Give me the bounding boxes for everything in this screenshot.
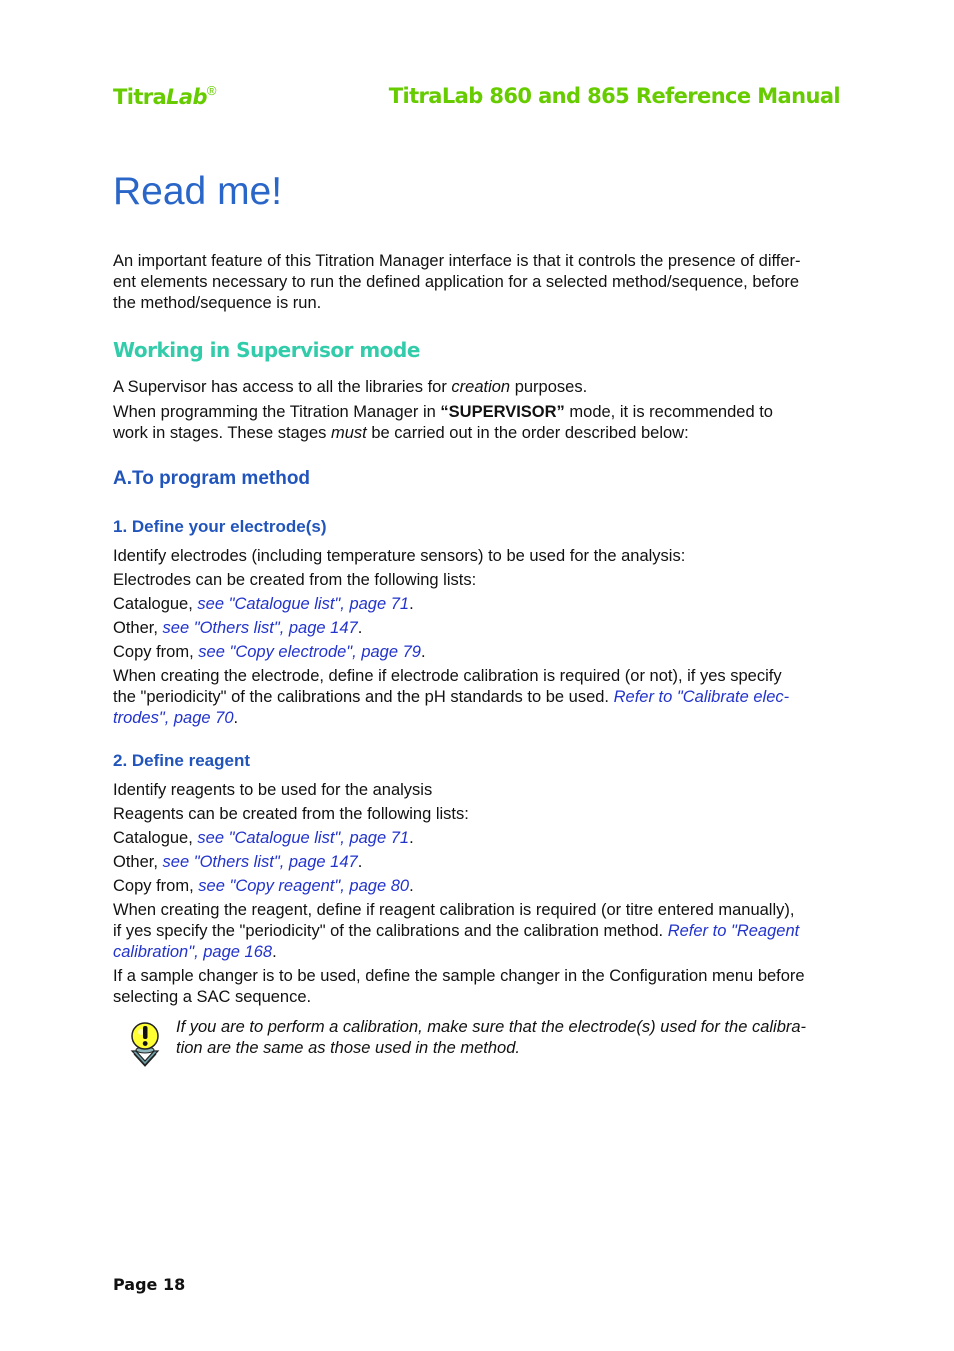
- warning-exclamation-icon: [128, 1021, 162, 1067]
- reagent-catalogue-line: Catalogue, see "Catalogue list", page 71.: [113, 829, 414, 847]
- electrode-paragraph-1: Identify electrodes (including temperature sensors) to be used for the analysis:: [113, 547, 686, 565]
- brand-suffix: Lab: [166, 85, 207, 109]
- link-reagent-calibration[interactable]: Refer to "Reagent: [667, 922, 800, 940]
- page-number: Page 18: [113, 1275, 186, 1294]
- reagent-other-line: Other, see "Others list", page 147.: [113, 853, 363, 871]
- brand-prefix: Titra: [113, 85, 167, 109]
- electrode-paragraph-3: When creating the electrode, define if electrode calibration is required (or not), if yes specify the "periodicity" of the calibrations and the pH standards to be used. Refer to "Calibrate elec- trodes", page 70.: [113, 667, 790, 727]
- link-others-list[interactable]: see "Others list", page 147: [162, 619, 358, 637]
- electrode-catalogue-line: Catalogue, see "Catalogue list", page 71.: [113, 595, 414, 613]
- reagent-paragraph-1: Identify reagents to be used for the analysis: [113, 781, 433, 799]
- electrode-paragraph-2: Electrodes can be created from the following lists:: [113, 571, 477, 589]
- calibration-note: If you are to perform a calibration, make sure that the electrode(s) used for the calibra- tion are the same as those used in the method.: [176, 1018, 807, 1057]
- reagent-copy-line: Copy from, see "Copy reagent", page 80.: [113, 877, 414, 895]
- link-others-list-reagent[interactable]: see "Others list", page 147: [162, 853, 358, 871]
- link-reagent-calibration-cont[interactable]: calibration", page 168: [113, 943, 273, 961]
- section-heading-supervisor: Working in Supervisor mode: [113, 338, 420, 362]
- section-heading-program-method: A.To program method: [113, 468, 311, 489]
- page-title: Read me!: [113, 170, 283, 213]
- reagent-paragraph-2: Reagents can be created from the following lists:: [113, 805, 469, 823]
- electrode-copy-line: Copy from, see "Copy electrode", page 79.: [113, 643, 426, 661]
- link-catalogue-list[interactable]: see "Catalogue list", page 71: [197, 595, 410, 613]
- intro-paragraph: An important feature of this Titration Manager interface is that it controls the presence of differ- ent elements necessary to run the defined application for a selected method/sequence, before the method/sequence is run.: [113, 252, 801, 312]
- manual-title: TitraLab 860 and 865 Reference Manual: [388, 84, 840, 108]
- heading-define-electrode: 1. Define your electrode(s): [113, 517, 327, 536]
- electrode-other-line: Other, see "Others list", page 147.: [113, 619, 363, 637]
- brand-logo: [113, 84, 216, 109]
- link-copy-reagent[interactable]: see "Copy reagent", page 80: [198, 877, 410, 895]
- link-catalogue-list-reagent[interactable]: see "Catalogue list", page 71: [197, 829, 410, 847]
- reagent-paragraph-4: If a sample changer is to be used, define the sample changer in the Configuration menu before selecting a SAC sequence.: [113, 967, 805, 1006]
- registered-mark: ®: [206, 83, 216, 98]
- reagent-paragraph-3: When creating the reagent, define if reagent calibration is required (or titre entered manually), if yes specify the "periodicity" of the calibrations and the calibration method. Refer to "Reagent calibration", page 168.: [113, 901, 800, 961]
- link-copy-electrode[interactable]: see "Copy electrode", page 79: [198, 643, 421, 661]
- link-calibrate-electrodes-cont[interactable]: trodes", page 70: [113, 709, 234, 727]
- supervisor-paragraph-1: A Supervisor has access to all the libraries for creation purposes.: [113, 378, 588, 396]
- link-calibrate-electrodes[interactable]: Refer to "Calibrate elec-: [613, 688, 790, 706]
- supervisor-paragraph-2: When programming the Titration Manager in “SUPERVISOR” mode, it is recommended to work in stages. These stages must be carried out in the order described below:: [113, 403, 773, 442]
- heading-define-reagent: 2. Define reagent: [113, 751, 250, 770]
